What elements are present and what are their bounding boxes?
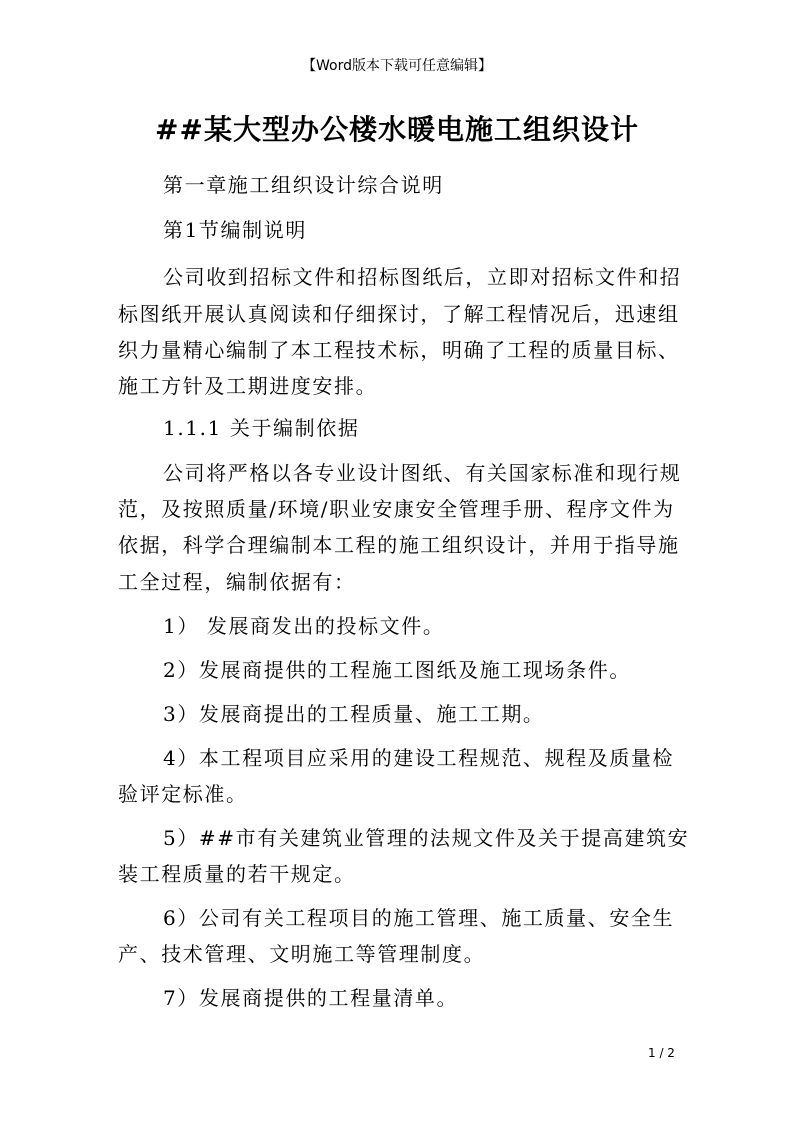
- list-item-4-line-1: 4）本工程项目应采用的建设工程规范、规程及质量检: [163, 746, 675, 770]
- list-item-4-line-2: 验评定标准。: [118, 782, 248, 806]
- document-body: [118, 0, 690, 1040]
- list-item-7: 7）发展商提供的工程量清单。: [163, 986, 459, 1010]
- download-note: 【Word版本下载可任意编辑】: [302, 58, 492, 74]
- list-item-3: 3）发展商提出的工程质量、施工工期。: [163, 702, 545, 726]
- list-item-6-line-2: 产、技术管理、文明施工等管理制度。: [118, 942, 486, 966]
- paragraph-2-line-1: 公司将严格以各专业设计图纸、有关国家标准和现行规: [163, 461, 682, 485]
- chapter-heading: 第一章施工组织设计综合说明: [163, 173, 444, 197]
- subsection-heading: 1.1.1 关于编制依据: [163, 416, 360, 440]
- section-heading: 第1节编制说明: [163, 218, 307, 242]
- document-title: ##某大型办公楼水暖电施工组织设计: [155, 113, 639, 146]
- paragraph-1-line-1: 公司收到招标文件和招标图纸后，立即对招标文件和招: [163, 265, 682, 289]
- list-item-5-line-1: 5）##市有关建筑业管理的法规文件及关于提高建筑安: [163, 826, 690, 850]
- list-item-5-line-2: 装工程质量的若干规定。: [118, 862, 356, 886]
- paragraph-1-line-3: 织力量精心编制了本工程技术标，明确了工程的质量目标、: [118, 338, 680, 362]
- paragraph-2-line-2: 范，及按照质量/环境/职业安康安全管理手册、程序文件为: [118, 497, 675, 521]
- paragraph-1-line-2: 标图纸开展认真阅读和仔细探讨，了解工程情况后，迅速组: [118, 302, 680, 326]
- paragraph-1-line-4: 施工方针及工期进度安排。: [118, 374, 378, 398]
- paragraph-2-line-4: 工全过程，编制依据有：: [118, 570, 356, 594]
- page-number: 1 / 2: [648, 1046, 675, 1060]
- list-item-6-line-1: 6）公司有关工程项目的施工管理、施工质量、安全生: [163, 906, 675, 930]
- list-item-2: 2）发展商提供的工程施工图纸及施工现场条件。: [163, 658, 631, 682]
- list-item-1: 1） 发展商发出的投标文件。: [163, 614, 445, 638]
- paragraph-2-line-3: 依据，科学合理编制本工程的施工组织设计，并用于指导施: [118, 533, 680, 557]
